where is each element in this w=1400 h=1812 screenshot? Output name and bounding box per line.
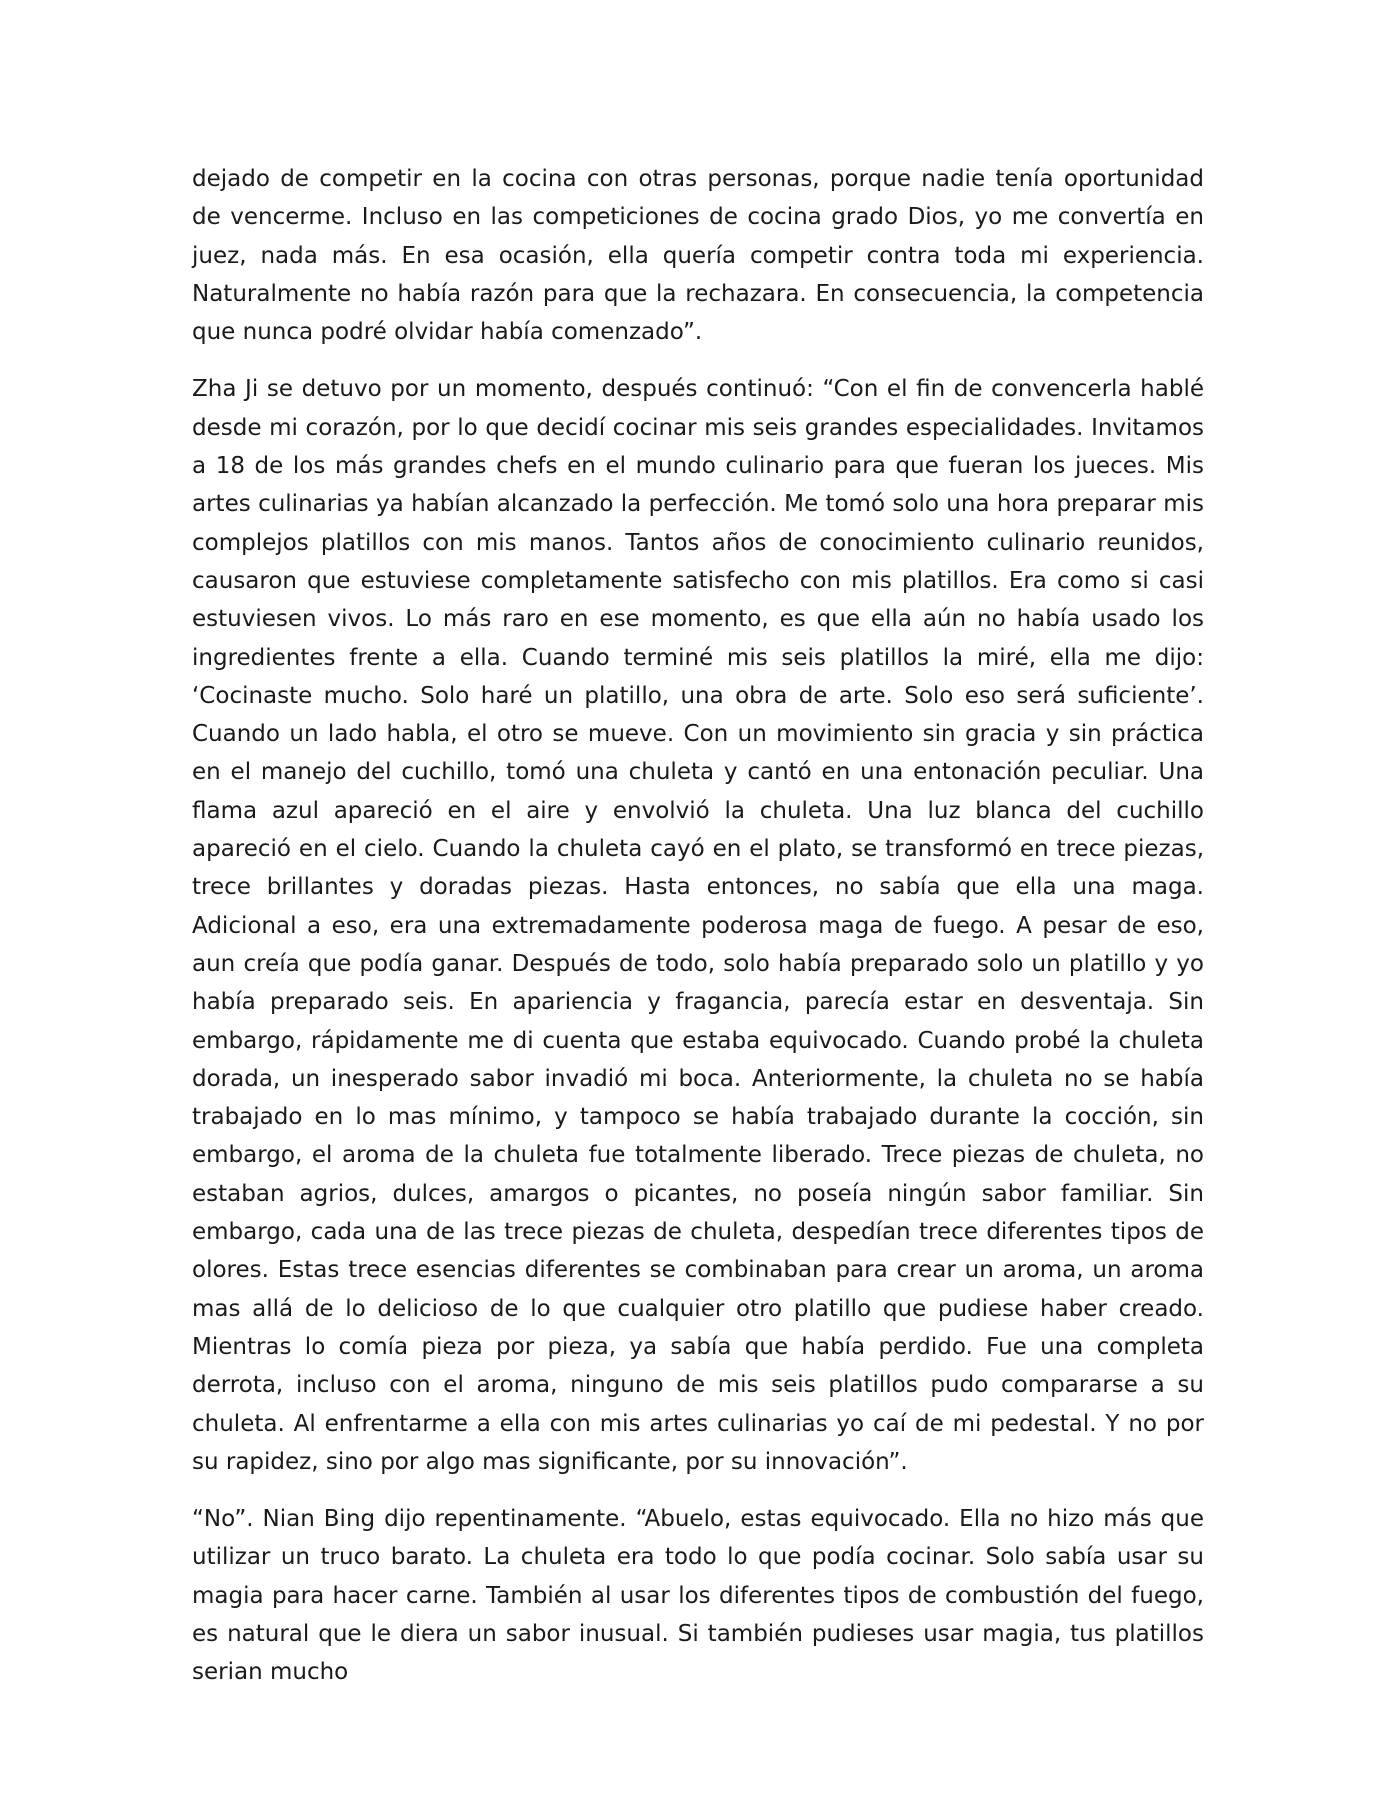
paragraph-1: dejado de competir en la cocina con otras personas, porque nadie tenía oportunidad de vencerme. Incluso en las competiciones de cocina grado Dios, yo me convertía en juez, nada más. En esa ocasión, ella quería competir contra toda mi experiencia. Naturalmente no había razón para que la rechazara. En consecuencia, la competencia que nunca podré olvidar había comenzado”. [192,166,1204,346]
document-body [192,160,1204,1711]
paragraph-2: Zha Ji se detuvo por un momento, después continuó: “Con el fin de convencerla hablé desde mi corazón, por lo que decidí cocinar mis seis grandes especialidades. Invitamos a 18 de los más grandes chefs en el mundo culinario para que fueran los jueces. Mis artes culinarias ya habían alcanzado la perfección. Me tomó solo una hora preparar mis complejos platillos con mis manos. Tantos años de conocimiento culinario reunidos, causaron que estuviese completamente satisfecho con mis platillos. Era como si casi estuviesen vivos. Lo más raro en ese momento, es que ella aún no había usado los ingredientes frente a ella. Cuando terminé mis seis platillos la miré, ella me dijo: ‘Cocinaste mucho. Solo haré un platillo, una obra de arte. Solo eso será suficiente’. Cuando un lado habla, el otro se mueve. Con un movimiento sin gracia y sin práctica en el manejo del cuchillo, tomó una chuleta y cantó en una entonación peculiar. Una flama azul apareció en el aire y envolvió la chuleta. Una luz blanca del cuchillo apareció en el cielo. Cuando la chuleta cayó en el plato, se transformó en trece piezas, trece brillantes y doradas piezas. Hasta entonces, no sabía que ella una maga. Adicional a eso, era una extremadamente poderosa maga de fuego. A pesar de eso, aun creía que podía ganar. Después de todo, solo había preparado solo un platillo y yo había preparado seis. En apariencia y fragancia, parecía estar en desventaja. Sin embargo, rápidamente me di cuenta que estaba equivocado. Cuando probé la chuleta dorada, un inesperado sabor invadió mi boca. Anteriormente, la chuleta no se había trabajado en lo mas mínimo, y tampoco se había trabajado durante la cocción, sin embargo, el aroma de la chuleta fue totalmente liberado. Trece piezas de chuleta, no estaban agrios, dulces, amargos o picantes, no poseía ningún sabor familiar. Sin embargo, cada una de las trece piezas de chuleta, despedían trece diferentes tipos de olores. Estas trece esencias diferentes se combinaban para crear un aroma, un aroma mas allá de lo delicioso de lo que cualquier otro platillo que pudiese haber creado. Mientras lo comía pieza por pieza, ya sabía que había perdido. Fue una completa derrota, incluso con el aroma, ninguno de mis seis platillos pudo compararse a su chuleta. Al enfrentarme a ella con mis artes culinarias yo caí de mi pedestal. Y no por su rapidez, sino por algo mas significante, por su innovación”. [192,376,1204,1475]
paragraph-3: “No”. Nian Bing dijo repentinamente. “Abuelo, estas equivocado. Ella no hizo más que utilizar un truco barato. La chuleta era todo lo que podía cocinar. Solo sabía usar su magia para hacer carne. También al usar los diferentes tipos de combustión del fuego, es natural que le diera un sabor inusual. Si también pudieses usar magia, tus platillos serian mucho [192,1506,1204,1686]
